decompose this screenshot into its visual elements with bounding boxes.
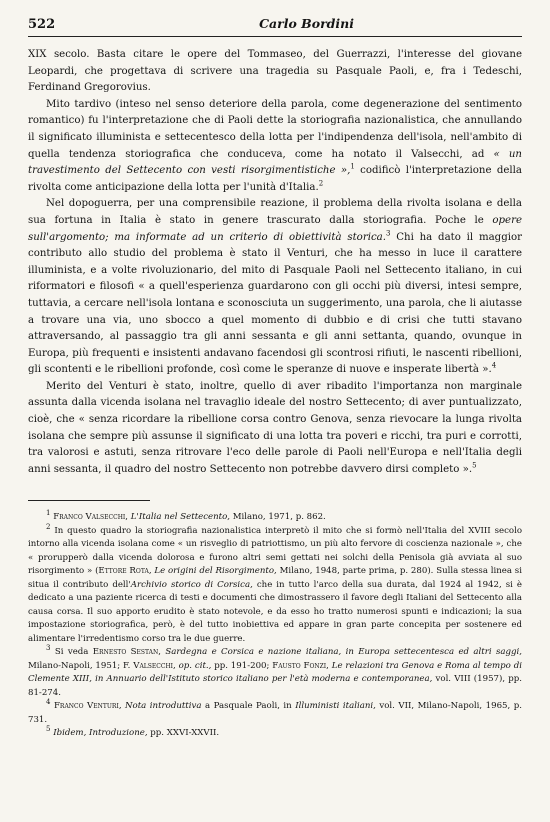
paragraph <box>28 47 522 97</box>
footnote-ref: 1 <box>350 162 355 171</box>
text-run: Milano-Napoli, 1951; <box>28 660 124 671</box>
text-run: Milano, 1948, parte prima, p. 280). Sulla stessa linea si situa il contributo dell' <box>28 566 522 590</box>
text-run: Chi ha dato il maggior contributo allo studio del problema è stato il Venturi, che ha messo in luce il carattere illuminista, e a volte rivoluzionario, del mito di Pasquale Paoli nel Settecento italiano, in cui riformatori e filosofi « a quell'esperienza guardarono con gli occhi più diversi, intesi sempre, tuttavia, a cercare nell'isola lontana e sconosciuta un suggerimento, una parola, che li aiutasse a trovare una via, uno sbocco a quel momento di dubbio e di crisi che tutti stavano attraversando, al passaggio tra gli anni sessanta e gli anni settanta, quando, ovunque in Europa, più frequenti e insistenti andavano facendosi gli scontrosi rifiuti, le nascenti ribellioni, gli scontenti e le ribellioni profonde, così come le speranze di nuove e insperate libertà ». <box>28 231 522 376</box>
footnote-number: 5 <box>46 725 51 734</box>
footnote-number: 3 <box>46 644 51 653</box>
footnote <box>28 511 522 525</box>
title: Le relazioni tra Genova e Roma al tempo di Clemente XIII, in Annuario dell'Istituto storico italiano per l'età moderna e contemporanea, <box>28 660 522 685</box>
text-run: Si veda <box>54 647 93 658</box>
footnote-ref: 2 <box>318 179 324 188</box>
author: Ernesto Sestan, <box>92 647 161 658</box>
title: L'Italia nel Settecento, <box>128 512 231 523</box>
paragraph <box>28 379 522 479</box>
title: Le origini del Risorgimento, <box>151 566 277 577</box>
author: Franco Valsecchi, <box>53 512 129 523</box>
text-run: In questo quadro la storiografia nazionalistica interpretò il mito che si formò nell'Italia del XVIII secolo intorno alla vicenda isolana come « un risveglio di patriottismo, un più alto fervore di coscienza nazionale », che « prorupperò dalla vicenda dolorosa e furono altri semi gettati nei solchi della Penisola già avviata al suo risorgimento » ( <box>28 525 522 577</box>
text-run: Milano, 1971, p. 862. <box>230 512 326 523</box>
paragraph <box>28 196 522 379</box>
emphasis: opere sull'argomento; ma informate ad un criterio di obiettività storica. <box>28 214 522 243</box>
page-header <box>28 16 522 34</box>
paragraph <box>28 97 522 197</box>
author: Fausto Fonzi, <box>272 660 329 671</box>
book-page <box>28 16 522 741</box>
author: F. Valsecchi, <box>123 660 176 671</box>
text-run: a Pasquale Paoli, in <box>201 701 296 712</box>
footnote-number: 4 <box>46 698 51 707</box>
text-run: Merito del Venturi è stato, inoltre, quello di aver ribadito l'importanza non marginale assunta dalla vicenda isolana nel travaglio ideale del nostro Settecento; di aver puntualizzato, cioè, che « senza ricordare la ribellione corsa contro Genova, senza rievocare la lunga rivolta isolana che sempre più assunse il significato di una lotta tra poveri e ricchi, tra puri e corrotti, tra valorosi e astuti, senza ritrovare l'eco delle parole di Paoli nell'Europa e nell'Italia degli anni sessanta, il quadro del nostro Settecento non potrebbe davvero dirsi completo ». <box>28 380 522 475</box>
author: Franco Venturi, <box>53 701 122 712</box>
running-head: Carlo Bordini <box>259 16 354 31</box>
text-run: pp. XXVI-XXVII. <box>147 728 220 739</box>
footnote-rule <box>28 500 150 501</box>
title: Ibidem, Introduzione, <box>53 728 148 739</box>
main-text <box>28 47 522 478</box>
footnote <box>28 646 522 700</box>
footnote-ref: 5 <box>472 461 477 470</box>
footnotes <box>28 511 522 741</box>
text-run: vol. VII, Milano-Napoli, 1965, p. 731. <box>28 701 522 725</box>
text-run: codificò l'interpretazione della rivolta come anticipazione della lotta per l'unità d'Italia. <box>28 165 522 193</box>
header-rule <box>28 36 522 37</box>
footnote-ref: 4 <box>491 361 497 370</box>
author: Ettore Rota, <box>98 566 152 577</box>
text-run: XIX secolo. Basta citare le opere del Tommaseo, del Guerrazzi, l'interesse del giovane Leopardi, che progettava di scrivere una tragedia su Pasquale Paoli, e, fra i Tedeschi, Ferdinand Gregorovius. <box>28 49 522 94</box>
footnote-number: 2 <box>46 523 51 532</box>
text-run: che in tutto l'arco della sua durata, dal 1924 al 1942, si è dedicato a una paziente ricerca di testi e documenti che dimostrassero il favore degli Italiani del Settecento alla causa corsa. Il suo apporto erudito è stato notevole, e da esso ho tratto numerosi spunti e indicazioni; la sua impostazione storiografica, però, è del tutto inobiettiva ed appare in gran parte concepita per sostenere ed alimentare l'irredentismo corso tra le due guerre. <box>28 579 522 644</box>
footnote <box>28 525 522 647</box>
text-run: vol. VIII (1957), pp. 81-274. <box>28 674 522 698</box>
title: Nota introduttiva <box>121 701 202 712</box>
footnote <box>28 700 522 727</box>
page-number: 522 <box>28 17 56 32</box>
text-run: Nel dopoguerra, per una comprensibile reazione, il problema della rivolta isolana e della sua fortuna in Italia è stato in genere trascurato dalla storiografia. Poche le <box>28 198 522 226</box>
title: op. cit., <box>175 660 212 671</box>
title: Sardegna e Corsica e nazione italiana, in Europa settecentesca ed altri saggi, <box>160 647 522 658</box>
footnote <box>28 727 522 741</box>
quotation: « un travestimento del Settecento con vesti risorgimentistiche », <box>28 148 522 177</box>
text-run: pp. 191-200; <box>211 660 273 671</box>
footnote-number: 1 <box>46 509 51 518</box>
title: Illuministi italiani, <box>295 701 376 712</box>
footnote-ref: 3 <box>385 229 391 238</box>
title: Archivio storico di Corsica, <box>130 579 253 590</box>
text-run: Mito tardivo (inteso nel senso deteriore della parola, come degenerazione del sentimento romantico) fu l'interpretazione che di Paoli dette la storiografia nazionalistica, che annullando il significato illuminista e settecentesco della lotta per l'indipendenza dell'isola, nell'ambito di quella tendenza storiografica che conduceva, come ha notato il Valsecchi, ad <box>28 98 522 160</box>
